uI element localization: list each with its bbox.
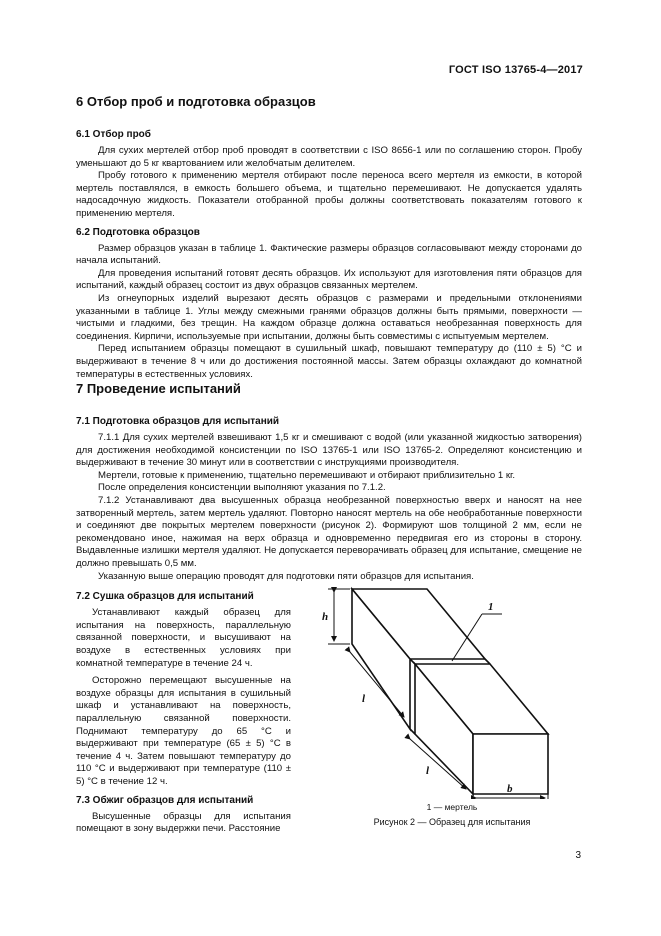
figure-2: [322, 584, 582, 836]
paragraph: Осторожно перемещают высушенные на воздухе образцы для испытания в сушильный шкаф и устанавливают на поверхность, параллельную связанной поверхности. Поднимают температуру до 65 °С и выдерживают при температуре (65 ± 5) °С в течение 4 ч. Затем повышают температуру до 110 °С и выдерживают при температуре (110 ± 5) °С в течение 12 ч.: [76, 675, 291, 787]
paragraph: Перед испытанием образцы помещают в сушильный шкаф, повышают температуру до (110 ± 5) °С и выдерживают в течение 8 ч или до достижения постоянной массы. Затем образцы охлаждают до комнатной температуры в естественных условиях.: [76, 343, 582, 380]
paragraph: Для проведения испытаний готовят десять образцов. Их используют для изготовления пяти образцов для испытаний, каждый образец состоит из двух образцов связанных мертелем.: [76, 267, 582, 292]
paragraph: Мертели, готовые к применению, тщательно перемешивают и отбирают приблизительно 1 кг.: [98, 469, 516, 481]
section-7-1-title: 7.1 Подготовка образцов для испытаний: [76, 416, 280, 428]
specimen-outline: [352, 589, 548, 794]
paragraph: Из огнеупорных изделий вырезают десять образцов с размерами и предельными отклонениями указанными в таблице 1. Углы между смежными гранями образцов должны быть прямыми, поверхности — чистыми и гладкими, без трещин. На каждом образце должна оставаться необрезанная поверхность для соединения. Кирпичи, используемые при испытании, должны быть совместимы с испытуемым мертелем.: [76, 292, 582, 342]
paragraph: Для сухих мертелей отбор проб проводят в соответствии с ISO 8656-1 или по соглашению сторон. Пробу уменьшают до 5 кг квартованием или желобчатым делителем.: [76, 145, 582, 169]
paragraph: Указанную выше операцию проводят для подготовки пяти образцов для испытания.: [98, 570, 474, 582]
dimension-h: [328, 589, 350, 644]
label-b: b: [507, 783, 513, 796]
document-header: ГОСТ ISO 13765-4—2017: [448, 64, 583, 76]
paragraph: Размер образцов указан в таблице 1. Фактические размеры образцов согласовывают между сторонами до начала испытаний.: [76, 242, 582, 267]
section-7-title: 7 Проведение испытаний: [76, 381, 241, 397]
section-6-2-title: 6.2 Подготовка образцов: [76, 226, 200, 238]
left-column: [76, 590, 291, 836]
label-callout: 1: [488, 601, 494, 614]
document-body: [76, 94, 582, 836]
paragraph: После определения консистенции выполняют указания по 7.1.2.: [98, 482, 386, 494]
page-number: 3: [575, 850, 581, 861]
section-6-title: 6 Отбор проб и подготовка образцов: [76, 94, 316, 109]
specimen-drawing: [322, 584, 582, 799]
label-l2: l: [426, 765, 430, 778]
paragraph: Устанавливают каждый образец для испытания на поверхность, параллельную связанной поверхности, и высушивают на воздухе в естественных условиях при комнатной температуре в течение 24 ч.: [76, 607, 291, 669]
paragraph: Пробу готового к применению мертеля отбирают после переноса всего мертеля из емкости, в которой мертель поставлялся, в емкость большего объема, и тщательно перемешивают. Не допускается удалять надосадочную жидкость. Показатели отобранной пробы должны соответствовать показателям готового к применению мертеля.: [76, 170, 582, 219]
label-l1: l: [362, 693, 366, 706]
paragraph: 7.1.1 Для сухих мертелей взвешивают 1,5 кг и смешивают с водой (или указанной жидкостью затворения) для достижения необходимой консистенции по ISO 13765-1 или ISO 13765-2. Определяют консистенцию и выдерживают в течение 30 минут или в соответствии с инструкциями производителя.: [76, 432, 582, 469]
section-6-1-title: 6.1 Отбор проб: [76, 129, 151, 140]
label-h: h: [322, 611, 329, 624]
paragraph: 7.1.2 Устанавливают два высушенных образца необрезанной поверхностью вверх и наносят на нее затворенный мертель, затем мертель удаляют. Повторно наносят мертель на обе необработанные поверхности и соединяют две покрытых мертелем поверхности (рисунок 2). Формируют шов толщиной 2 мм, если не рекомендовано иное, нажимая на верх образца и одновременно передвигая его из стороны в сторону. Выдавленные излишки мертеля удаляют. Не допускается переворачивать образец для испытание, смещение не должно превышать 0,5 мм.: [76, 495, 582, 570]
section-7-2-title: 7.2 Сушка образцов для испытаний: [76, 591, 254, 603]
figure-caption: Рисунок 2 — Образец для испытания: [373, 816, 531, 827]
two-column-block: [76, 590, 582, 836]
paragraph: Высушенные образцы для испытания помещают в зону выдержки печи. Расстояние: [76, 810, 291, 835]
section-7-3-title: 7.3 Обжиг образцов для испытаний: [76, 794, 254, 806]
figure-legend: 1 — мертель: [426, 802, 478, 813]
